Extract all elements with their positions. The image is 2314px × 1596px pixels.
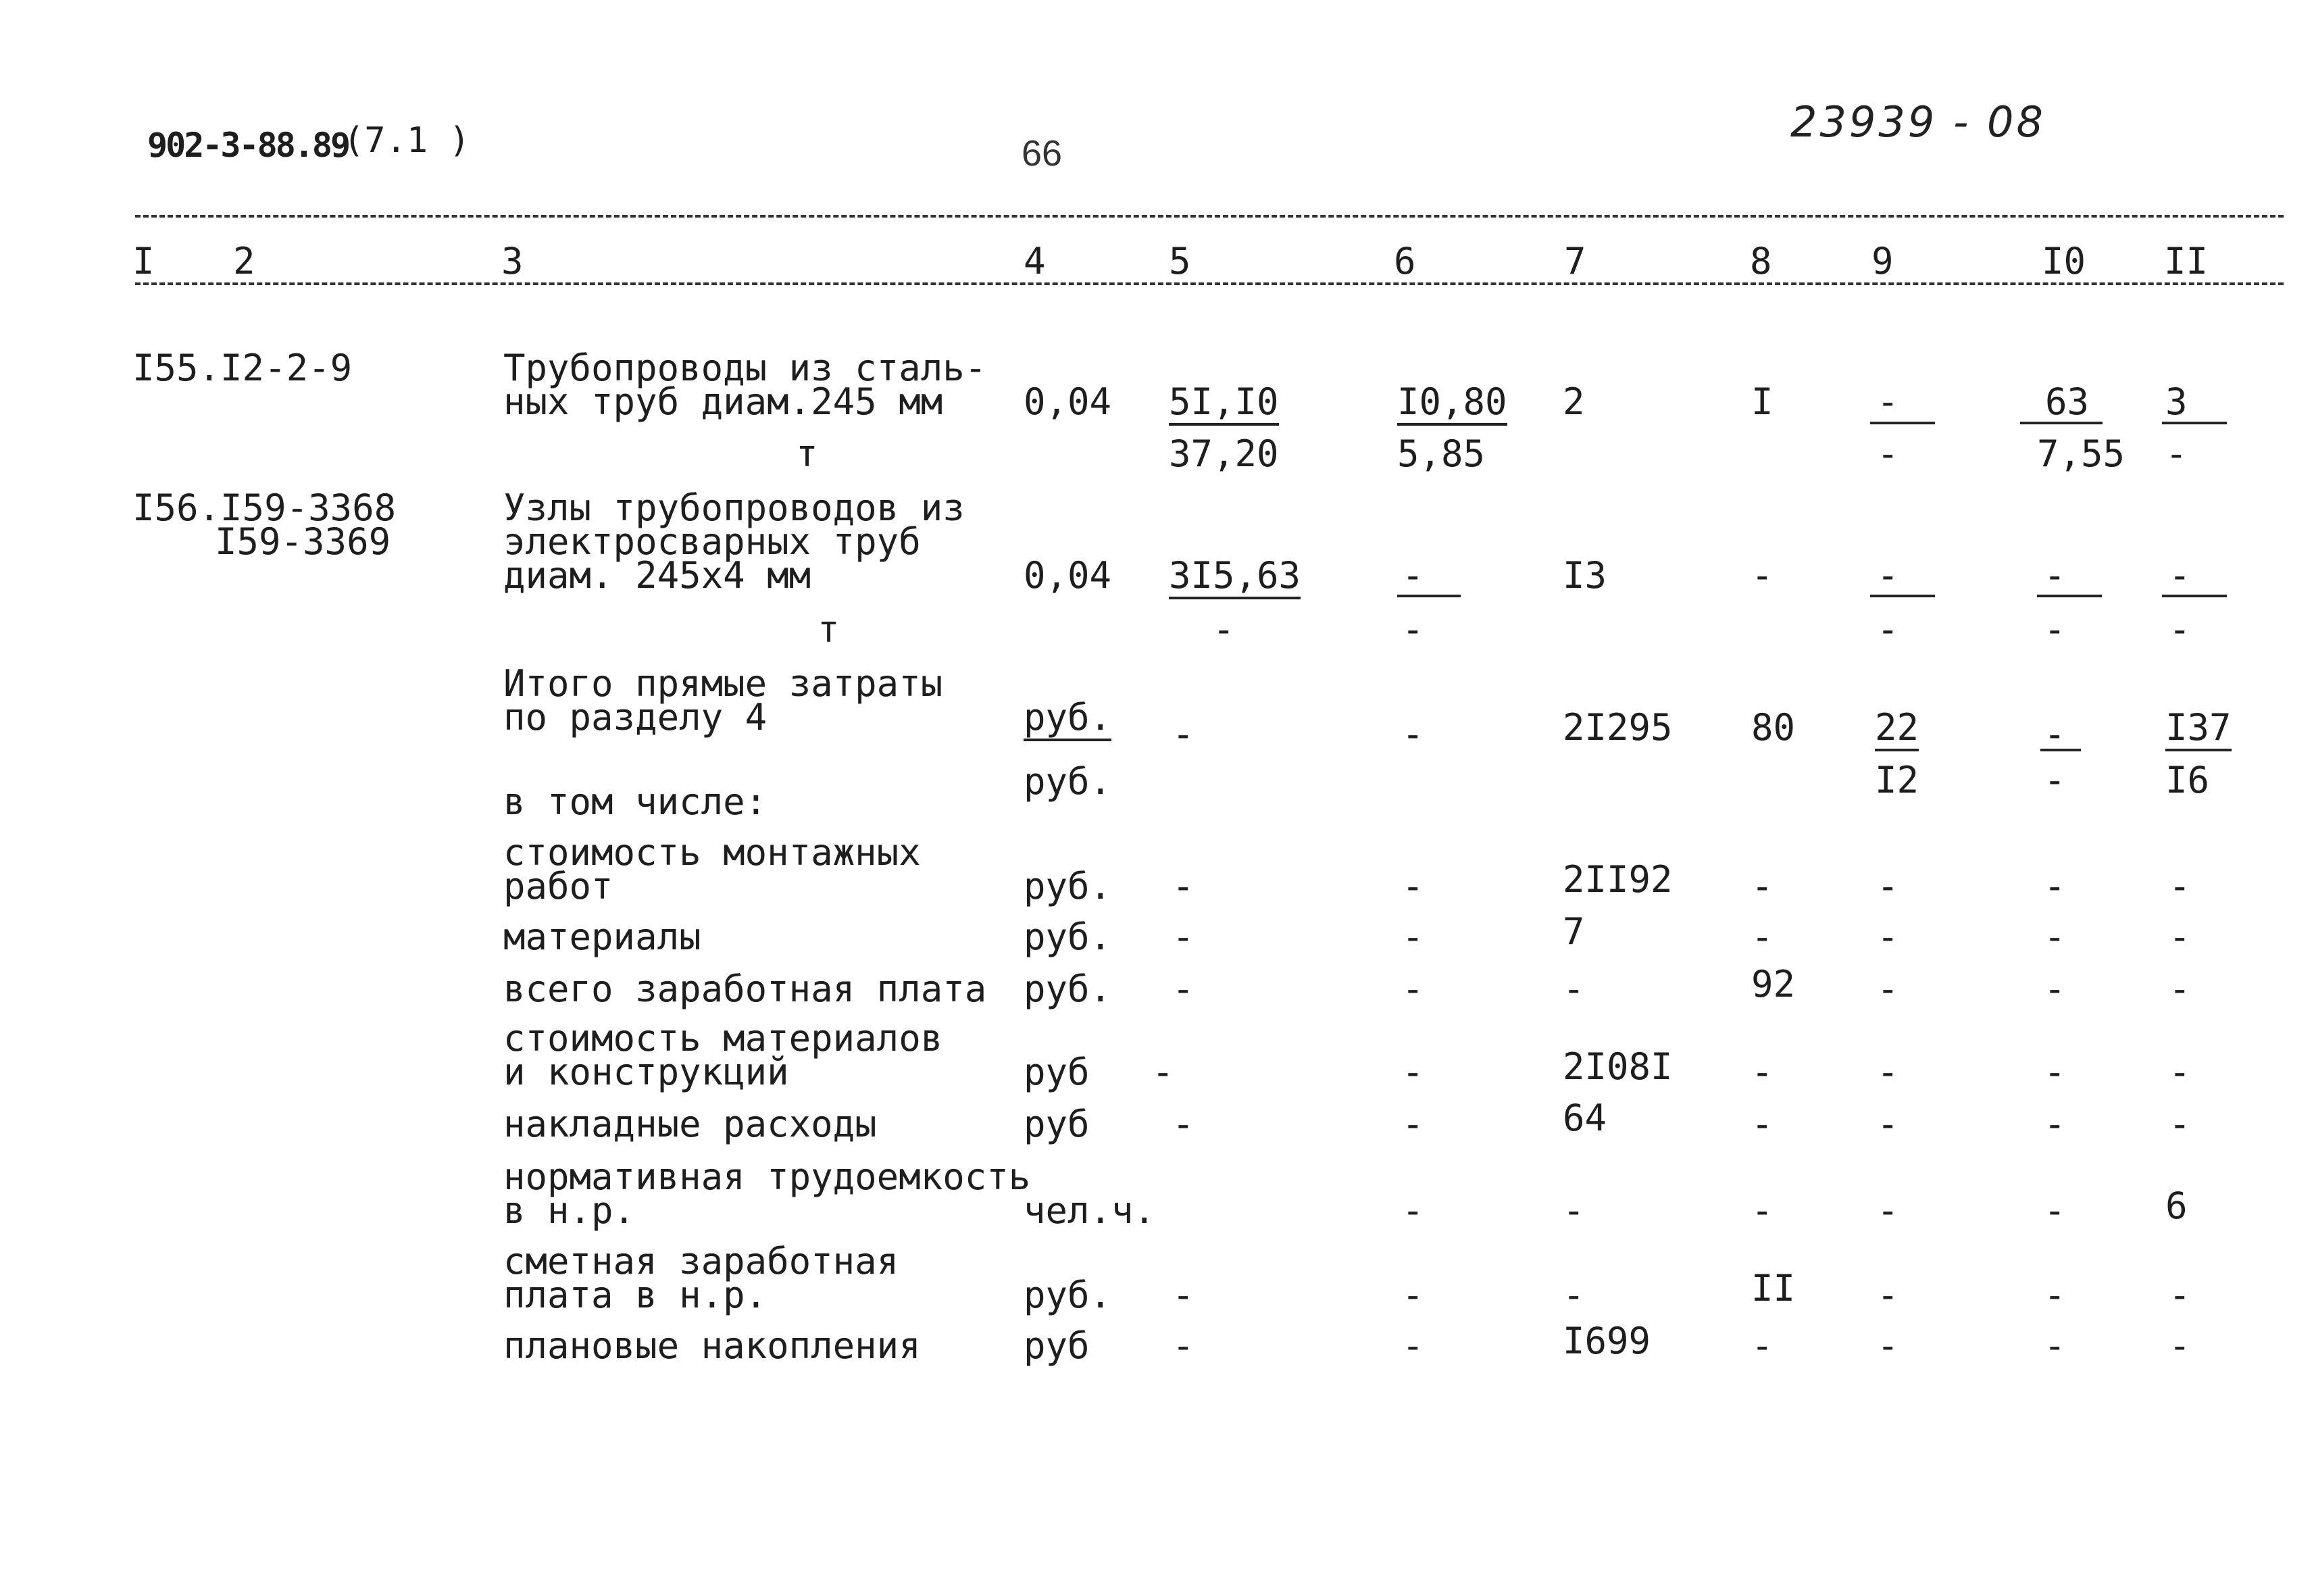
col-header-4: 4 [1024, 240, 1046, 282]
row155-col4: 0,04 [1024, 380, 1112, 423]
matcost-desc-line1: стоимость материалов [503, 1017, 943, 1059]
wages-col10: - [2044, 968, 2066, 1010]
wages-col11: - [2169, 968, 2191, 1010]
row156-desc-line1: Узлы трубопроводов из [503, 487, 965, 529]
install-col10: - [2044, 865, 2066, 907]
row155-col5-bottom: 37,20 [1169, 432, 1279, 475]
row156-desc-line2: электросварных труб [503, 520, 921, 563]
labor-col10: - [2044, 1189, 2066, 1232]
materials-col6: - [1402, 916, 1424, 958]
wages-desc: всего заработная плата [503, 968, 987, 1010]
materials-col11: - [2169, 916, 2191, 958]
total-col10-rule [2040, 749, 2081, 751]
row155-col5-top: 5I,I0 [1169, 384, 1279, 426]
matcost-col9: - [1877, 1051, 1899, 1093]
wages-col6: - [1402, 968, 1424, 1010]
row156-col6-rule [1397, 595, 1461, 597]
including-unit: руб. [1024, 760, 1112, 803]
overhead-col9: - [1877, 1103, 1899, 1145]
matcost-col6: - [1402, 1051, 1424, 1093]
col-header-5: 5 [1169, 240, 1191, 282]
savings-col8: - [1751, 1324, 1774, 1367]
row155-col9-rule [1870, 422, 1935, 424]
install-unit: руб. [1024, 865, 1112, 907]
overhead-col11: - [2169, 1103, 2191, 1145]
wages-col8: 92 [1751, 963, 1796, 1005]
col-header-10: I0 [2042, 240, 2086, 282]
labor-col6: - [1402, 1189, 1424, 1232]
labor-desc-line2: в н.р. [503, 1189, 636, 1232]
install-col8: - [1751, 865, 1774, 907]
total-unit: руб. [1024, 699, 1111, 741]
doc-code: 902-3-88.89 [147, 126, 349, 165]
total-desc-line2: по разделу 4 [503, 696, 768, 739]
row155-col8: I [1751, 380, 1774, 423]
row156-col9-bottom: - [1877, 608, 1899, 651]
total-col7: 2I295 [1563, 706, 1673, 749]
col-header-11: II [2164, 240, 2209, 282]
row155-col6-bottom: 5,85 [1397, 432, 1486, 475]
row155-col10-bottom: 7,55 [2037, 432, 2126, 475]
materials-desc: материалы [503, 916, 701, 958]
matcost-col7: 2I08I [1563, 1045, 1673, 1088]
estwages-col11: - [2169, 1274, 2191, 1316]
wages-col7: - [1563, 968, 1585, 1010]
col-header-9: 9 [1871, 240, 1894, 282]
savings-col5: - [1172, 1324, 1194, 1367]
col-header-2: 2 [233, 240, 255, 282]
row156-col10-bottom: - [2044, 608, 2066, 651]
install-col9: - [1877, 865, 1899, 907]
savings-col10: - [2044, 1324, 2066, 1367]
overhead-unit: руб [1024, 1103, 1090, 1145]
col-header-8: 8 [1750, 240, 1772, 282]
row155-code: I55.I2-2-9 [132, 347, 353, 389]
handwritten-reference: 23939 - 08 [1790, 97, 2046, 147]
materials-col9: - [1877, 916, 1899, 958]
row156-col6-top: - [1402, 554, 1424, 597]
estwages-col5: - [1172, 1274, 1194, 1316]
matcost-col8: - [1751, 1051, 1774, 1093]
row155-col10-rule [2020, 422, 2103, 424]
total-col9-bottom: I2 [1875, 759, 1919, 801]
header-top-rule [135, 215, 2284, 218]
header-bottom-rule [135, 282, 2284, 285]
row156-desc-line3: диам. 245х4 мм [503, 554, 811, 597]
row156-code-line2: I59-3369 [215, 520, 391, 563]
row155-desc-line2: ных труб диам.245 мм [503, 380, 943, 423]
row155-col10-top: 63 [2045, 380, 2090, 423]
install-col7: 2II92 [1563, 858, 1673, 901]
col-header-1: I [132, 240, 155, 282]
labor-col11: 6 [2165, 1184, 2188, 1227]
matcost-unit: руб [1024, 1051, 1090, 1093]
row156-col10-top: - [2044, 554, 2066, 597]
wages-unit: руб. [1024, 968, 1112, 1010]
total-col11-top: I37 [2165, 709, 2232, 751]
row156-col7: I3 [1563, 554, 1607, 597]
labor-desc-line1: нормативная трудоемкость [503, 1155, 1031, 1198]
col-header-3: 3 [501, 240, 524, 282]
wages-col5: - [1172, 968, 1194, 1010]
labor-col8: - [1751, 1189, 1774, 1232]
materials-unit: руб. [1024, 916, 1112, 958]
total-col9-top: 22 [1875, 709, 1919, 751]
row155-col7: 2 [1563, 380, 1585, 423]
matcost-col5: - [1152, 1051, 1174, 1093]
row155-col11-top: 3 [2165, 380, 2188, 423]
row156-col8: - [1751, 554, 1774, 597]
savings-col7: I699 [1563, 1320, 1651, 1362]
savings-unit: руб [1024, 1324, 1090, 1367]
labor-unit: чел.ч. [1024, 1189, 1156, 1232]
overhead-desc: накладные расходы [503, 1103, 877, 1145]
total-desc-line1: Итого прямые затраты [503, 662, 943, 705]
row155-col11-rule [2162, 422, 2227, 424]
row155-col6-top: I0,80 [1397, 384, 1507, 426]
row156-col5-bottom: - [1213, 608, 1235, 651]
install-col5: - [1172, 865, 1194, 907]
estwages-col10: - [2044, 1274, 2066, 1316]
row155-col9-bottom: - [1877, 432, 1899, 475]
materials-col10: - [2044, 916, 2066, 958]
row156-col5-top: 3I5,63 [1169, 557, 1301, 599]
estwages-desc-line2: плата в н.р. [503, 1274, 768, 1316]
labor-col9: - [1877, 1189, 1899, 1232]
install-col11: - [2169, 865, 2191, 907]
row156-col11-rule [2162, 595, 2227, 597]
overhead-col10: - [2044, 1103, 2066, 1145]
total-col5: - [1172, 713, 1194, 755]
row156-code-line1: I56.I59-3368 [132, 487, 397, 529]
total-col11-bottom: I6 [2165, 759, 2210, 801]
savings-col9: - [1877, 1324, 1899, 1367]
wages-col9: - [1877, 968, 1899, 1010]
row156-col9-top: - [1877, 554, 1899, 597]
estwages-desc-line1: сметная заработная [503, 1240, 899, 1282]
total-col10-bottom: - [2044, 759, 2066, 801]
row156-col11-top: - [2169, 554, 2191, 597]
row156-col11-bottom: - [2169, 608, 2191, 651]
savings-col6: - [1402, 1324, 1424, 1367]
row155-unit: т [796, 432, 818, 475]
estwages-col8: II [1751, 1267, 1796, 1310]
estwages-col7: - [1563, 1274, 1585, 1316]
overhead-col6: - [1402, 1103, 1424, 1145]
matcost-col11: - [2169, 1051, 2191, 1093]
materials-col5: - [1172, 916, 1194, 958]
row155-desc-line1: Трубопроводы из сталь- [503, 347, 987, 389]
matcost-desc-line2: и конструкций [503, 1051, 789, 1093]
overhead-col5: - [1172, 1103, 1194, 1145]
col-header-7: 7 [1564, 240, 1586, 282]
doc-code-suffix: (7.1 ) [343, 120, 470, 161]
page-number: 66 [1022, 133, 1063, 174]
estwages-col9: - [1877, 1274, 1899, 1316]
row156-col6-bottom: - [1402, 608, 1424, 651]
total-col8: 80 [1751, 706, 1796, 749]
total-col6: - [1402, 713, 1424, 755]
install-desc-line1: стоимость монтажных [503, 831, 921, 874]
materials-col7: 7 [1563, 910, 1585, 953]
row156-col10-rule [2037, 595, 2102, 597]
install-col6: - [1402, 865, 1424, 907]
row156-col9-rule [1870, 595, 1935, 597]
savings-col11: - [2169, 1324, 2191, 1367]
install-desc-line2: работ [503, 865, 613, 907]
matcost-col10: - [2044, 1051, 2066, 1093]
row156-col4: 0,04 [1024, 554, 1112, 597]
labor-col7: - [1563, 1189, 1585, 1232]
row156-unit: т [818, 608, 840, 651]
including-label: в том числе: [503, 780, 768, 823]
row155-col9-top: - [1877, 380, 1899, 423]
overhead-col7: 64 [1563, 1097, 1607, 1139]
estwages-col6: - [1402, 1274, 1424, 1316]
col-header-6: 6 [1394, 240, 1416, 282]
estwages-unit: руб. [1024, 1274, 1112, 1316]
overhead-col8: - [1751, 1103, 1774, 1145]
materials-col8: - [1751, 916, 1774, 958]
total-col10-top: - [2044, 713, 2066, 755]
savings-desc: плановые накопления [503, 1324, 921, 1367]
row155-col11-bottom: - [2165, 432, 2188, 475]
